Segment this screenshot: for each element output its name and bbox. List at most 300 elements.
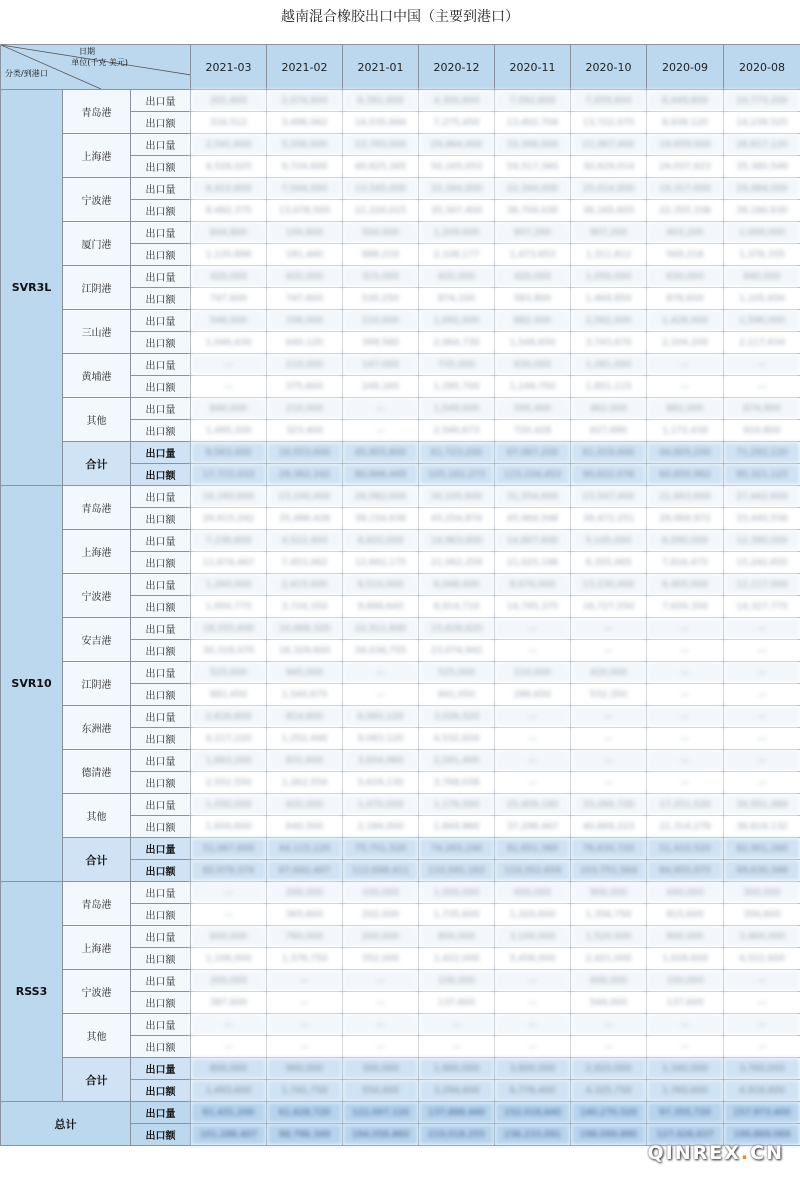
value-cell: 54,517,360 [495,156,571,178]
value-cell: 1,149,750 [495,376,571,398]
value-cell: 23,100,000 [267,486,343,508]
subtotal-value: 4,918,600 [724,1080,800,1102]
metric-cell: 出口额 [131,904,191,926]
value-cell: 1,663,200 [191,750,267,772]
value-cell: 3,743,670 [571,332,647,354]
value-cell: 29,484,000 [724,178,800,200]
value-cell: 24,037,623 [647,156,724,178]
value-cell: 7,453,462 [267,552,343,574]
metric-cell: 出口量 [131,750,191,772]
value-cell: 39,154,636 [343,508,419,530]
value-cell: 814,600 [267,706,343,728]
subtotal-value: 61,723,200 [419,442,495,464]
metric-cell: 出口量 [131,354,191,376]
value-cell: 286,650 [495,684,571,706]
value-cell: 22,344,000 [495,178,571,200]
grand-total-label: 总计 [1,1102,131,1146]
value-cell: 21,062,259 [419,552,495,574]
value-cell: — [495,1036,571,1058]
value-cell: 881,450 [191,684,267,706]
value-cell: 747,600 [267,288,343,310]
metric-cell: 出口量 [131,486,191,508]
value-cell: 4,522,600 [724,948,800,970]
export-table [0,44,800,1146]
value-cell: 29,464,000 [419,134,495,156]
value-cell: 747,600 [191,288,267,310]
corner-unit-label: 单位(千克 美元) [71,58,129,67]
value-cell: 8,914,710 [419,596,495,618]
value-cell: 1,281,000 [571,354,647,376]
value-cell: — [495,618,571,640]
subtotal-value: 105,162,273 [419,464,495,486]
metric-cell: 出口量 [131,1058,191,1080]
value-cell: — [724,376,800,398]
value-cell: 13,078,505 [267,200,343,222]
value-cell: — [724,970,800,992]
metric-cell: 出口量 [131,970,191,992]
value-cell: — [724,992,800,1014]
metric-cell: 出口量 [131,266,191,288]
metric-cell: 出口额 [131,200,191,222]
subtotal-label: 合计 [63,1058,131,1102]
value-cell: — [191,376,267,398]
value-cell: 2,616,600 [191,706,267,728]
grand-total-value: 98,796,349 [267,1124,343,1146]
value-cell: 14,327,775 [724,596,800,618]
value-cell: 34,036,755 [343,640,419,662]
value-cell: 544,000 [571,992,647,1014]
value-cell: — [571,618,647,640]
date-header: 2021-03 [191,45,267,90]
value-cell: 840,000 [724,266,800,288]
value-cell: 831,600 [267,750,343,772]
value-cell: 6,355,465 [571,552,647,574]
value-cell: — [267,992,343,1014]
value-cell: 1,106,000 [191,948,267,970]
value-cell: 900,000 [571,882,647,904]
value-cell: — [647,728,724,750]
value-cell: — [343,970,419,992]
value-cell: — [647,640,724,662]
grand-total-value: 157,973,400 [724,1102,800,1124]
value-cell: 841,050 [419,684,495,706]
grand-total-value: 101,286,407 [191,1124,267,1146]
table-row [1,310,800,332]
value-cell: 2,415,000 [267,574,343,596]
subtotal-value: 29,362,242 [267,464,343,486]
value-cell: 2,562,000 [571,310,647,332]
table-row [1,266,800,288]
value-cell: 525,000 [191,662,267,684]
value-cell: 365,600 [267,904,343,926]
value-cell: 137,600 [419,992,495,1014]
grand-total-value: 61,628,720 [267,1102,343,1124]
value-cell: — [647,662,724,684]
port-cell: 黄埔港 [63,354,131,398]
value-cell: — [724,772,800,794]
value-cell: 1,295,700 [419,376,495,398]
value-cell: — [647,684,724,706]
corner-date-label: 日期 [79,47,96,56]
value-cell: 39,472,251 [571,508,647,530]
value-cell: 31,554,600 [495,486,571,508]
table-row [1,486,800,508]
value-cell: 14,795,375 [495,596,571,618]
table-row [1,794,800,816]
value-cell: 3,496,062 [267,112,343,134]
value-cell: 36,619,132 [724,816,800,838]
port-cell: 其他 [63,1014,131,1058]
metric-cell: 出口额 [131,1036,191,1058]
value-cell: 2,104,200 [647,332,724,354]
metric-cell: 出口额 [131,816,191,838]
value-cell: 4,528,025 [191,156,267,178]
grand-total-value: 137,888,440 [419,1102,495,1124]
value-cell: — [343,684,419,706]
value-cell: 352,000 [343,948,419,970]
value-cell: 50,165,053 [419,156,495,178]
value-cell: 13,722,075 [571,112,647,134]
value-cell: 100,800 [267,222,343,244]
port-cell: 宁波港 [63,178,131,222]
value-cell: 22,911,840 [343,618,419,640]
metric-cell: 出口额 [131,508,191,530]
value-cell: 882,000 [647,398,724,420]
date-header: 2020-08 [724,45,800,90]
value-cell: 33,266,720 [571,794,647,816]
metric-cell: 出口额 [131,860,191,882]
value-cell: 22,344,000 [419,178,495,200]
category-cell: SVR10 [1,486,63,882]
metric-cell: 出口额 [131,552,191,574]
value-cell: 1,092,000 [419,310,495,332]
value-cell: 6,090,000 [647,530,724,552]
value-cell: 420,000 [267,794,343,816]
value-cell: 403,200 [647,222,724,244]
value-cell: 16,329,600 [267,640,343,662]
value-cell: 440,000 [647,882,724,904]
value-cell: 147,000 [343,354,419,376]
value-cell: — [724,1014,800,1036]
value-cell: 336,000 [267,310,343,332]
value-cell: 4,532,654 [419,728,495,750]
value-cell: — [495,750,571,772]
value-cell: 604,800 [191,222,267,244]
subtotal-value: 2,820,000 [571,1058,647,1080]
subtotal-value: 75,751,520 [343,838,419,860]
table-row [1,90,800,112]
corner-category-label: 分类/到港口 [5,69,48,78]
subtotal-value: 1,741,750 [267,1080,343,1102]
value-cell: — [267,1014,343,1036]
port-cell: 三山港 [63,310,131,354]
subtotal-value: 1,340,000 [647,1058,724,1080]
value-cell: 1,495,200 [191,420,267,442]
value-cell: 2,541,600 [191,134,267,156]
value-cell: 315,000 [343,266,419,288]
value-cell: 4,300,600 [419,90,495,112]
value-cell: 1,851,115 [571,376,647,398]
subtotal-value: 110,591,162 [419,860,495,882]
value-cell: 181,440 [267,244,343,266]
value-cell: 5,556,000 [267,134,343,156]
table-row [1,178,800,200]
value-cell: 1,356,750 [571,904,647,926]
port-cell: 德清港 [63,750,131,794]
metric-cell: 出口额 [131,772,191,794]
value-cell: 300,000 [724,882,800,904]
value-cell: — [191,354,267,376]
metric-cell: 出口额 [131,420,191,442]
value-cell: 1,000,000 [419,882,495,904]
date-header: 2020-11 [495,45,571,90]
value-cell: — [571,640,647,662]
corner-cell [1,45,191,90]
value-cell: 630,000 [495,354,571,376]
value-cell: 907,200 [571,222,647,244]
value-cell: — [724,1036,800,1058]
subtotal-value: 3,600,000 [495,1058,571,1080]
value-cell: 23,793,000 [343,134,419,156]
metric-cell: 出口额 [131,596,191,618]
metric-cell: 出口额 [131,112,191,134]
value-cell: 910,800 [724,420,800,442]
value-cell: 815,600 [647,904,724,926]
subtotal-value: 103,751,564 [571,860,647,882]
port-cell: 东洲港 [63,706,131,750]
subtotal-row [1,1058,800,1080]
value-cell: — [571,750,647,772]
value-cell: 2,421,000 [571,948,647,970]
date-header: 2021-01 [343,45,419,90]
value-cell: 2,184,000 [343,816,419,838]
subtotal-value: 16,553,600 [267,442,343,464]
value-cell: 11,674,467 [191,552,267,574]
value-cell: 23,547,000 [571,486,647,508]
value-cell: 8,820,000 [343,530,419,552]
value-cell: 17,251,520 [647,794,724,816]
metric-cell: 出口量 [131,662,191,684]
value-cell: — [571,706,647,728]
value-cell: 100,000 [343,882,419,904]
value-cell: — [647,618,724,640]
table-row [1,706,800,728]
subtotal-value: 44,115,120 [267,838,343,860]
subtotal-value: 119,352,659 [495,860,571,882]
value-cell: 316,512 [191,112,267,134]
value-cell: 14,535,664 [343,112,419,134]
value-cell: — [495,706,571,728]
metric-cell: 出口额 [131,464,191,486]
value-cell: 1,376,335 [724,244,800,266]
value-cell: 569,216 [647,244,724,266]
grand-total-value: 198,099,890 [571,1124,647,1146]
value-cell: 1,008,000 [724,222,800,244]
port-cell: 宁波港 [63,970,131,1014]
subtotal-value: 3,294,600 [419,1080,495,1102]
value-cell: 735,000 [419,354,495,376]
subtotal-value: 960,000 [267,1058,343,1080]
subtotal-value: 82,901,260 [724,838,800,860]
metric-cell: 出口额 [131,1124,191,1146]
value-cell: — [647,706,724,728]
value-cell: 4,410,600 [191,178,267,200]
value-cell: 399,580 [343,332,419,354]
value-cell: 530,250 [343,288,419,310]
value-cell: — [647,354,724,376]
subtotal-value: 1,900,000 [419,1058,495,1080]
value-cell: — [343,1014,419,1036]
value-cell: 760,000 [267,926,343,948]
value-cell: 3,654,960 [343,750,419,772]
value-cell: 674,800 [724,398,800,420]
value-cell: 14,239,525 [724,112,800,134]
value-cell: 19,659,000 [647,134,724,156]
value-cell: 400,000 [571,970,647,992]
value-cell: 7,816,475 [647,552,724,574]
value-cell: 1,376,750 [267,948,343,970]
value-cell: 45,254,874 [419,508,495,530]
value-cell: 13,545,000 [343,178,419,200]
subtotal-value: 115,104,453 [495,464,571,486]
port-cell: 宁波港 [63,574,131,618]
value-cell: 2,117,634 [724,332,800,354]
value-cell: 900,000 [647,926,724,948]
value-cell: 945,000 [267,662,343,684]
metric-cell: 出口额 [131,728,191,750]
value-cell: 137,600 [647,992,724,1014]
subtotal-value: 64,955,075 [647,860,724,882]
metric-cell: 出口量 [131,90,191,112]
category-cell: SVR3L [1,90,63,486]
value-cell: 1,650,600 [191,816,267,838]
subtotal-value: 82,079,374 [191,860,267,882]
grand-total-value: 219,018,255 [419,1124,495,1146]
value-cell: 30,629,014 [571,156,647,178]
value-cell: 7,236,600 [191,530,267,552]
value-cell: — [647,1014,724,1036]
value-cell: 14,963,600 [419,530,495,552]
value-cell: 100,000 [647,970,724,992]
value-cell: 4,522,400 [267,530,343,552]
value-cell: 1,260,000 [191,574,267,596]
value-cell: 1,469,850 [571,288,647,310]
value-cell: 37,298,467 [495,816,571,838]
value-cell: 16,160,600 [191,486,267,508]
value-cell: — [724,706,800,728]
metric-cell: 出口量 [131,1102,191,1124]
value-cell: 2,074,600 [267,90,343,112]
value-cell: 323,400 [267,420,343,442]
value-cell: 30,105,600 [419,486,495,508]
value-cell: 1,105,650 [724,288,800,310]
value-cell: 33,440,556 [724,508,800,530]
value-cell: — [343,662,419,684]
value-cell: 249,165 [343,376,419,398]
subtotal-value: 76,630,720 [571,838,647,860]
category-cell: RSS3 [1,882,63,1102]
metric-cell: 出口量 [131,1014,191,1036]
subtotal-value: 6,776,400 [495,1080,571,1102]
subtotal-value: 4,325,750 [571,1080,647,1102]
subtotal-value: 67,067,200 [495,442,571,464]
value-cell: 21,663,600 [647,486,724,508]
value-cell: 1,172,430 [647,420,724,442]
value-cell: 876,650 [647,288,724,310]
date-header: 2021-02 [267,45,343,90]
value-cell: 30,951,460 [724,794,800,816]
value-cell: 12,390,000 [724,530,800,552]
value-cell: 200,000 [267,882,343,904]
value-cell: 882,000 [495,310,571,332]
port-cell: 青岛港 [63,90,131,134]
value-cell: 7,092,600 [495,90,571,112]
value-cell: 595,400 [495,398,571,420]
value-cell: 640,500 [267,816,343,838]
subtotal-value: 95,321,123 [724,464,800,486]
value-cell: 600,000 [495,882,571,904]
metric-cell: 出口量 [131,706,191,728]
table-row [1,222,800,244]
value-cell: 630,000 [647,266,724,288]
subtotal-value: 112,698,411 [343,860,419,882]
value-cell: 9,898,645 [343,596,419,618]
port-cell: 上海港 [63,530,131,574]
value-cell: 1,046,430 [191,332,267,354]
grand-total-value: 152,018,640 [495,1102,571,1124]
grand-total-value: 194,058,860 [343,1124,419,1146]
table-row [1,354,800,376]
value-cell: 26,082,000 [343,486,419,508]
value-cell: 200,000 [343,926,419,948]
value-cell: 420,000 [267,266,343,288]
subtotal-value: 99,630,346 [724,860,800,882]
metric-cell: 出口额 [131,288,191,310]
value-cell: 200,000 [191,970,267,992]
value-cell: 840,000 [191,398,267,420]
value-cell: 1,548,650 [495,332,571,354]
value-cell: — [724,354,800,376]
subtotal-value: 90,622,076 [571,464,647,486]
value-cell: 1,262,554 [267,772,343,794]
metric-cell: 出口量 [131,574,191,596]
metric-cell: 出口量 [131,618,191,640]
value-cell: 14,607,600 [495,530,571,552]
value-cell: 15,242,655 [724,552,800,574]
subtotal-value: 51,067,600 [191,838,267,860]
value-cell: — [647,750,724,772]
value-cell: 1,470,000 [343,794,419,816]
subtotal-value: 60,650,962 [647,464,724,486]
value-cell: 1,669,860 [419,816,495,838]
metric-cell: 出口额 [131,992,191,1014]
value-cell: — [724,684,800,706]
table-row [1,750,800,772]
value-cell: 907,200 [495,222,571,244]
table-row [1,530,800,552]
value-cell: — [724,640,800,662]
table-row [1,618,800,640]
value-cell: 202,000 [343,904,419,926]
subtotal-value: 61,019,600 [571,442,647,464]
value-cell: 35,380,549 [724,156,800,178]
subtotal-label: 合计 [63,838,131,882]
value-cell: — [191,1036,267,1058]
page-title: 越南混合橡胶出口中国（主要到港口） [281,9,519,25]
subtotal-value: 1,493,600 [191,1080,267,1102]
value-cell: — [343,398,419,420]
value-cell: 19,317,000 [647,178,724,200]
